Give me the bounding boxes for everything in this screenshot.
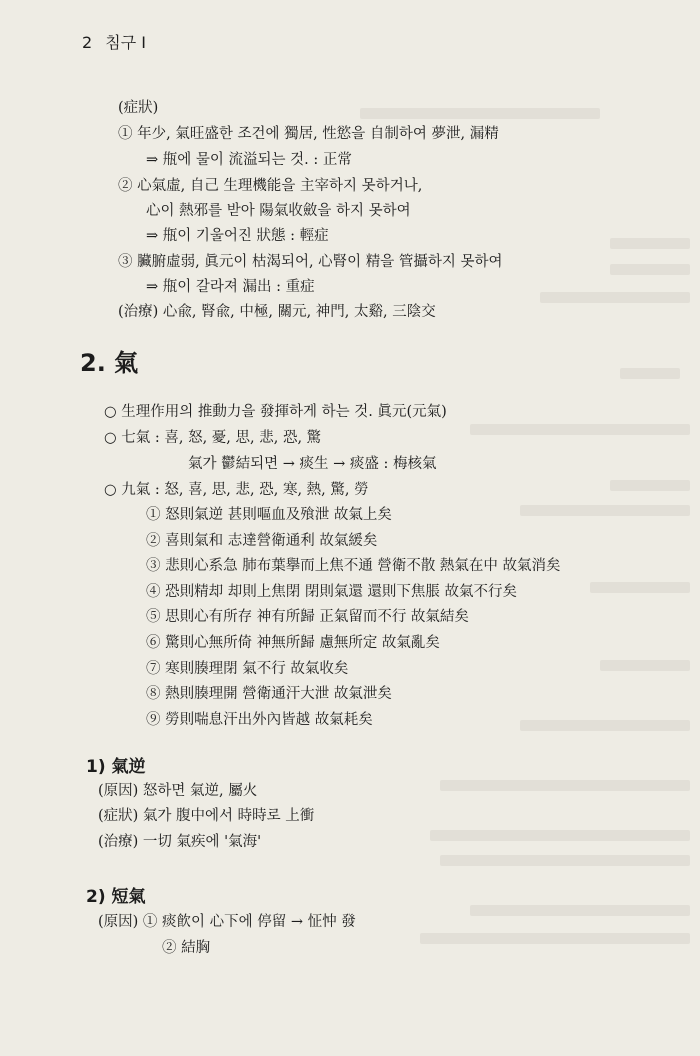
nine-qi-item-5: ⑤ 思則心有所存 神有所歸 正氣留而不行 故氣結矣 [146,609,469,625]
subsection-title-qi-ni: 1) 氣逆 [86,757,146,777]
nine-qi-item-3: ③ 悲則心系急 肺布葉擧而上焦不通 營衛不散 熱氣在中 故氣消矣 [146,558,561,574]
page-number: 2 [82,33,93,52]
symptom-item-3-note: ⇒ 甁이 갈라져 漏出 : 重症 [146,279,315,295]
qi-definition: ○ 生理作用의 推動力을 發揮하게 하는 것. 眞元(元氣) [104,404,447,420]
nine-qi-item-2: ② 喜則氣和 志達營衛通利 故氣緩矣 [146,533,378,549]
running-title: 침구 I [105,33,146,52]
qi-ni-cause: (原因) 怒하면 氣逆, 屬火 [98,783,258,799]
subsection-title-short-qi: 2) 短氣 [86,887,146,907]
short-qi-cause: (原因) ① 痰飮이 心下에 停留 → 怔忡 發 [98,914,356,930]
nine-qi: ○ 九氣 : 怒, 喜, 思, 悲, 恐, 寒, 熱, 驚, 勞 [104,482,369,498]
symptoms-label: (症狀) [118,100,159,116]
symptom-item-2-cont: 心이 熱邪를 받아 陽氣收斂을 하지 못하여 [146,203,411,219]
section-title-qi: 2. 氣 [80,349,139,377]
short-qi-cause-2: ② 結胸 [162,940,211,956]
nine-qi-item-7: ⑦ 寒則腠理閉 氣不行 故氣收矣 [146,661,349,677]
symptom-item-2: ② 心氣虛, 自己 生理機能을 主宰하지 못하거나, [118,178,423,194]
treatment-line: (治療) 心兪, 腎兪, 中極, 關元, 神門, 太谿, 三陰交 [118,304,436,320]
nine-qi-item-8: ⑧ 熱則腠理開 營衛通汗大泄 故氣泄矣 [146,686,392,702]
nine-qi-item-9: ⑨ 勞則喘息汗出外內皆越 故氣耗矣 [146,712,373,728]
seven-qi-note: 氣가 鬱結되면 → 痰生 → 痰盛 : 梅核氣 [188,456,437,472]
nine-qi-item-1: ① 怒則氣逆 甚則嘔血及飱泄 故氣上矣 [146,507,392,523]
nine-qi-item-4: ④ 恐則精却 却則上焦閉 閉則氣還 還則下焦脹 故氣不行矣 [146,584,518,600]
qi-ni-treatment: (治療) 一切 氣疾에 '氣海' [98,834,262,850]
nine-qi-item-6: ⑥ 驚則心無所倚 神無所歸 慮無所定 故氣亂矣 [146,635,440,651]
symptom-item-1-note: ⇒ 甁에 물이 流溢되는 것. : 正常 [146,152,352,168]
qi-ni-symptom: (症狀) 氣가 腹中에서 時時로 上衝 [98,808,315,824]
page-header [82,30,154,53]
symptom-item-3: ③ 臟腑虛弱, 眞元이 枯渴되어, 心腎이 精을 管攝하지 못하여 [118,254,503,270]
seven-qi: ○ 七氣 : 喜, 怒, 憂, 思, 悲, 恐, 驚 [104,430,322,446]
symptom-item-1: ① 年少, 氣旺盛한 조건에 獨居, 性慾을 自制하여 夢泄, 漏精 [118,126,499,142]
symptom-item-2-note: ⇒ 甁이 기울어진 狀態 : 輕症 [146,228,329,244]
